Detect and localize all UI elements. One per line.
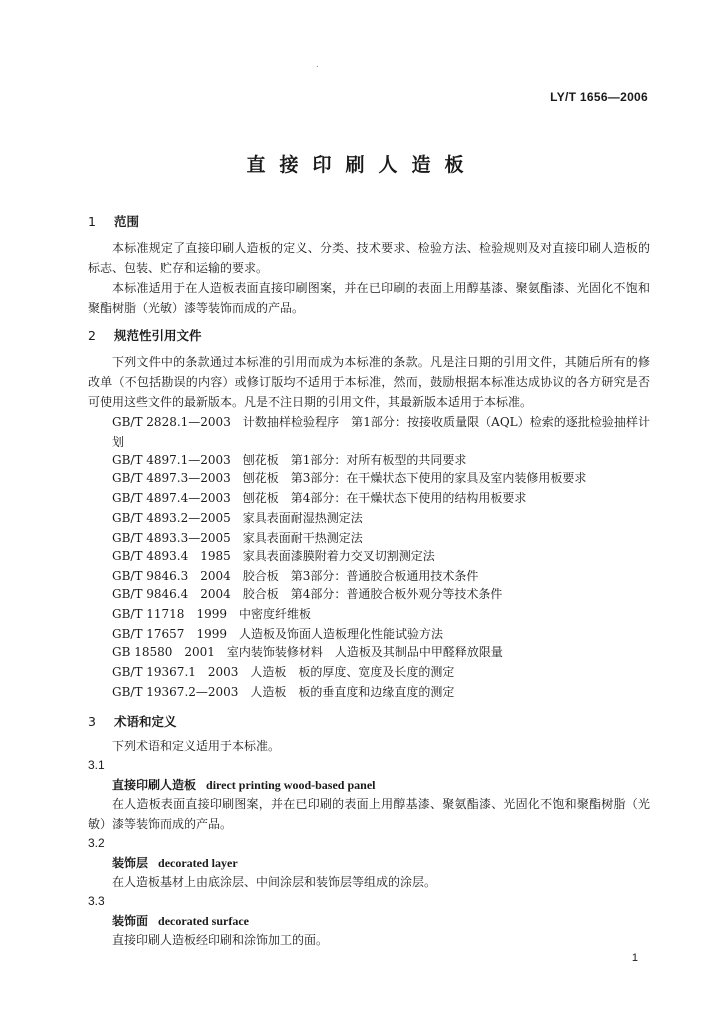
reference-item: GB/T 4893.4 1985 家具表面漆膜附着力交叉切割测定法: [112, 549, 435, 563]
references-intro: 下列文件中的条款通过本标准的引用而成为本标准的条款。凡是注日期的引用文件，其随后所有的修改单（不包括勘误的内容）或修订版均不适用于本标准，然而，鼓励根据本标准达成协议的各方研究是否可使用这些文件的最新版本。凡是不注日期的引用文件，其最新版本适用于本标准。: [88, 355, 650, 409]
reference-item: GB/T 11718 1999 中密度纤维板: [112, 607, 311, 621]
scan-mark: .: [316, 60, 319, 69]
term-definition: 直接印刷人造板经印刷和涂饰加工的面。: [112, 933, 329, 947]
section-title: 范围: [114, 214, 140, 229]
term-number: 3.1: [88, 758, 105, 772]
document-title: 直接印刷人造板: [246, 154, 478, 176]
section-3-heading: [88, 712, 177, 730]
scope-paragraph-2: 本标准适用于在人造板表面直接印刷图案，并在已印刷的表面上用醇基漆、聚氨酯漆、光固化不饱和聚酯树脂（光敏）漆等装饰而成的产品。: [88, 281, 650, 315]
reference-item: GB/T 9846.3 2004 胶合板 第3部分：普通胶合板通用技术条件: [112, 569, 479, 583]
section-title: 术语和定义: [114, 714, 177, 729]
term-definition: 在人造板表面直接印刷图案，并在已印刷的表面上用醇基漆、聚氨酯漆、光固化不饱和聚酯树脂（光敏）漆等装饰而成的产品。: [88, 797, 650, 831]
term-en: decorated surface: [158, 914, 249, 928]
reference-item: GB/T 9846.4 2004 胶合板 第4部分：普通胶合板外观分等技术条件: [112, 587, 503, 601]
scope-paragraph-1: 本标准规定了直接印刷人造板的定义、分类、技术要求、检验方法、检验规则及对直接印刷人造板的标志、包装、贮存和运输的要求。: [88, 241, 650, 275]
section-1-heading: [88, 212, 139, 230]
term-number: 3.2: [88, 836, 105, 850]
reference-item: GB/T 4897.3—2003 刨花板 第3部分：在干燥状态下使用的家具及室内装修用板要求: [112, 471, 587, 485]
term-en: decorated layer: [158, 856, 238, 870]
reference-item: GB 18580 2001 室内装饰装修材料 人造板及其制品中甲醛释放限量: [112, 645, 503, 659]
section-number: 1: [88, 214, 96, 229]
section-number: 3: [88, 714, 96, 729]
reference-item: GB/T 4893.2—2005 家具表面耐湿热测定法: [112, 511, 363, 525]
term-en: direct printing wood-based panel: [206, 778, 376, 792]
reference-item: GB/T 19367.2—2003 人造板 板的垂直度和边缘直度的测定: [112, 685, 455, 699]
term-cn: 直接印刷人造板: [112, 778, 197, 792]
reference-item: GB/T 4897.4—2003 刨花板 第4部分：在干燥状态下使用的结构用板要求: [112, 491, 527, 505]
reference-item: GB/T 19367.1 2003 人造板 板的厚度、宽度及长度的测定: [112, 665, 455, 679]
term-heading: [112, 912, 249, 929]
section-2-heading: [88, 326, 202, 344]
standard-code: LY/T 1656—2006: [550, 90, 648, 104]
term-cn: 装饰面: [112, 914, 149, 928]
term-heading: [112, 854, 238, 871]
page-number: 1: [631, 952, 638, 964]
section-number: 2: [88, 328, 96, 343]
reference-item: GB/T 4897.1—2003 刨花板 第1部分：对所有板型的共同要求: [112, 453, 467, 467]
term-definition: 在人造板基材上由底涂层、中间涂层和装饰层等组成的涂层。: [112, 875, 437, 889]
terms-intro: 下列术语和定义适用于本标准。: [112, 739, 281, 753]
reference-item: GB/T 17657 1999 人造板及饰面人造板理化性能试验方法: [112, 627, 443, 641]
term-number: 3.3: [88, 894, 105, 908]
reference-item: GB/T 4893.3—2005 家具表面耐干热测定法: [112, 531, 363, 545]
term-cn: 装饰层: [112, 856, 149, 870]
section-title: 规范性引用文件: [114, 328, 202, 343]
term-heading: [112, 776, 375, 793]
reference-item: GB/T 2828.1—2003 计数抽样检验程序 第1部分：按接收质量限（AQL）检索的逐批检验抽样计划: [112, 415, 650, 449]
